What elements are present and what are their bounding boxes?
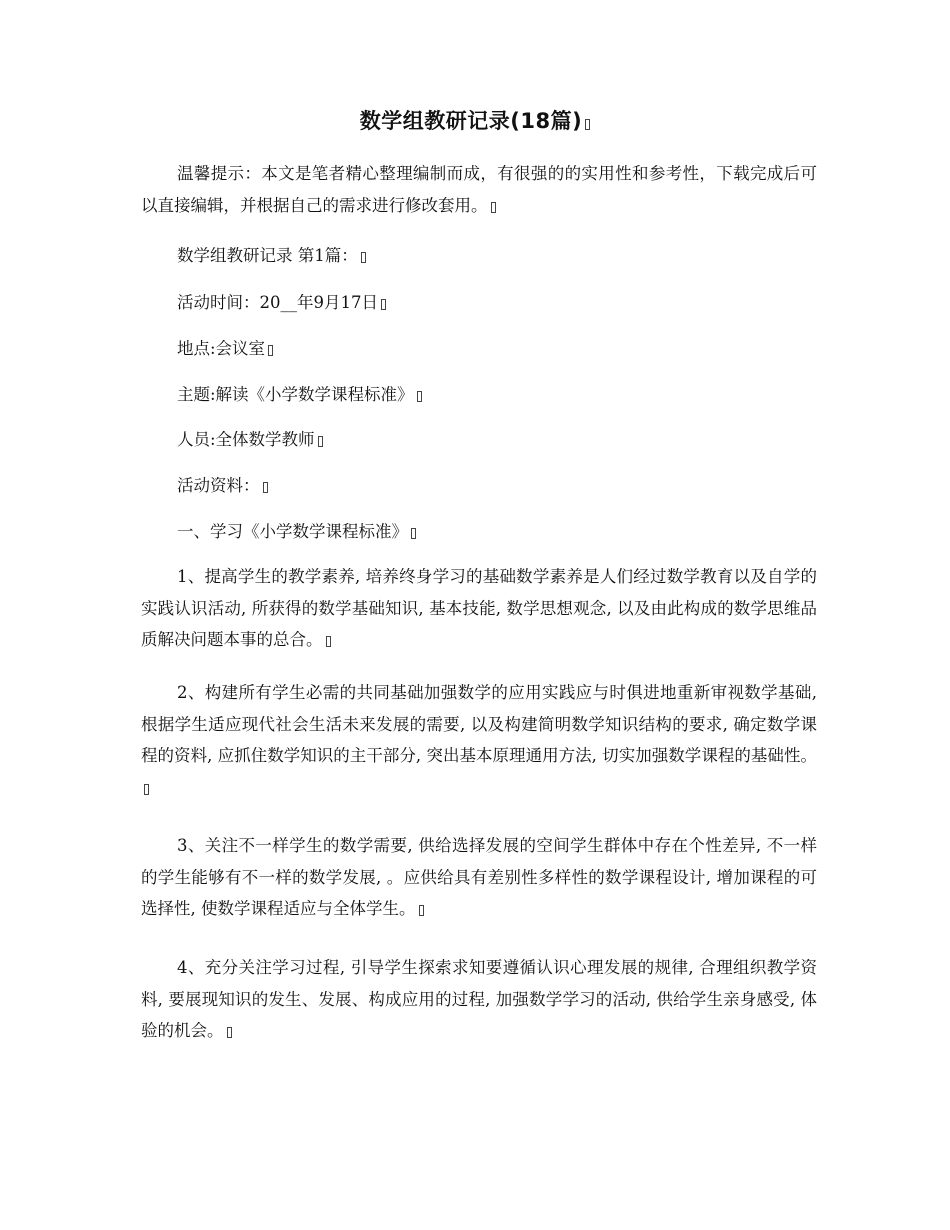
paragraph-text: 数学组教研记录 第1篇： — [177, 246, 358, 265]
paragraph-text: 主题:解读《小学数学课程标准》 — [177, 385, 414, 404]
activity-material-paragraph — [141, 470, 817, 502]
paragraph-text: 活动时间：20__年9月17日 — [177, 293, 378, 312]
point-3-paragraph — [141, 830, 817, 925]
paragraph-mark-icon — [144, 784, 149, 795]
document-title — [0, 104, 950, 138]
paragraph-text: 温馨提示：本文是笔者精心整理编制而成，有很强的的实用性和参考性，下载完成后可以直接编辑，并根据自己的需求进行修改套用。 — [141, 164, 817, 215]
paragraph-mark-icon — [227, 1027, 232, 1038]
paragraph-mark-icon — [585, 119, 590, 130]
document-title-text: 数学组教研记录(18篇) — [359, 109, 583, 133]
point-4-paragraph — [141, 952, 817, 1047]
paragraph-text: 1、提高学生的教学素养, 培养终身学习的基础数学素养是人们经过数学教育以及自学的实践认识活动, 所获得的数学基础知识, 基本技能, 数学思想观念, 以及由此构成的数学思维品质解决问题本事的总合。 — [141, 567, 817, 649]
paragraph-mark-icon — [318, 436, 323, 447]
paragraph-text: 活动资料： — [177, 476, 260, 495]
paragraph-mark-icon — [417, 391, 422, 402]
paragraph-mark-icon — [419, 905, 424, 916]
paragraph-mark-icon — [381, 299, 386, 310]
study-heading-paragraph — [141, 516, 817, 548]
paragraph-text: 4、充分关注学习过程, 引导学生探索求知要遵循认识心理发展的规律, 合理组织教学资料, 要展现知识的发生、发展、构成应用的过程, 加强数学学习的活动, 供给学生亲身感受, 体验的机会。 — [141, 958, 817, 1040]
point-1-paragraph — [141, 561, 817, 656]
activity-time-paragraph — [141, 287, 817, 319]
section-heading-paragraph — [141, 240, 817, 272]
point-2-paragraph — [141, 677, 817, 803]
intro-tip-paragraph — [141, 158, 817, 221]
paragraph-text: 2、构建所有学生必需的共同基础加强数学的应用实践应与时俱进地重新审视数学基础, 根据学生适应现代社会生活未来发展的需要, 以及构建简明数学知识结构的要求, 确定数学课程的资料, 应抓住数学知识的主干部分, 突出基本原理通用方法, 切实加强数学课程的基础性。 — [141, 683, 817, 765]
paragraph-mark-icon — [326, 636, 331, 647]
paragraph-mark-icon — [411, 528, 416, 539]
paragraph-text: 3、关注不一样学生的数学需要, 供给选择发展的空间学生群体中存在个性差异, 不一样的学生能够有不一样的数学发展, 。应供给具有差别性多样性的数学课程设计, 增加课程的可选择性, 使数学课程适应与全体学生。 — [141, 836, 817, 918]
paragraph-text: 一、学习《小学数学课程标准》 — [177, 522, 408, 541]
participants-paragraph — [141, 424, 817, 456]
paragraph-mark-icon — [491, 202, 496, 213]
paragraph-text: 地点:会议室 — [177, 339, 266, 358]
topic-paragraph — [141, 379, 817, 411]
paragraph-text: 人员:全体数学教师 — [177, 430, 315, 449]
location-paragraph — [141, 333, 817, 365]
paragraph-mark-icon — [263, 482, 268, 493]
paragraph-mark-icon — [361, 252, 366, 263]
paragraph-mark-icon — [268, 345, 273, 356]
